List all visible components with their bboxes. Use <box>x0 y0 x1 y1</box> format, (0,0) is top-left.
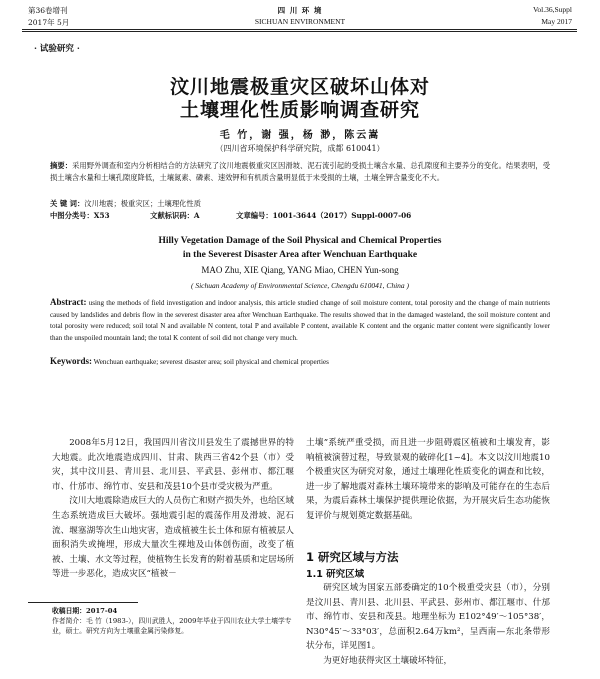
body-right-column <box>306 436 550 524</box>
authors-cn: 毛 竹，谢 强，杨 渺，陈云嵩 <box>219 130 381 141</box>
abstract-en <box>50 297 550 344</box>
body-right-para-3: 为更好地获得灾区土壤破坏特征， <box>323 655 453 666</box>
body-right-para-2: 研究区域为国家五部委确定的10个极重受灾县（市），分别是汶川县、青川县、北川县、平武县、彭州市、都江堰市、什邡市、绵竹市、安县和茂县。地理坐标为 E102°49′～105°38′，N30°45′～33°03′，总面积2.64万km²，呈西南—东北条带形状分布，详见图1。 <box>306 583 550 652</box>
classification-line <box>50 210 570 222</box>
keywords-en <box>50 356 550 369</box>
keywords-en-text: Wenchuan earthquake; severest disaster area; soil physical and chemical properties <box>93 358 329 366</box>
body-right-para-2-wrap <box>306 581 550 669</box>
abstract-cn-text: 采用野外调查和室内分析相结合的方法研究了汶川地震极重灾区因滑坡、泥石流引起的受损土壤含水量、总孔隙度和主要养分的变化。结果表明，受损土壤含水量和土壤孔隙度降低，土壤氮素、磷素、速效钾和有机质含量明显低于未受损的土壤，土壤全钾含量变化不大。 <box>50 161 550 182</box>
header-rule-2 <box>22 31 577 32</box>
title-en-line2: in the Severest Disaster Area after Wenchuan Earthquake <box>182 250 418 260</box>
body-left-para-1: 2008年5月12日，我国四川省汶川县发生了震撼世界的特大地震。此次地震造成四川、甘肃、陕西三省42个县（市）受灾，其中汶川县、青川县、北川县、平武县、彭州市、都江堰市、什邡市、绵竹市、安县和茂县10个县市受灾极为严重。 <box>52 438 294 492</box>
header-date: 2017年 5月 <box>28 18 70 27</box>
keywords-cn-label: 关 键 词： <box>50 199 85 208</box>
section-heading-1: 1 研究区域与方法 <box>306 550 399 564</box>
header-journal-en: SICHUAN ENVIRONMENT <box>254 17 346 26</box>
header-date-en: May 2017 <box>541 17 572 26</box>
title-cn-line1: 汶川地震极重灾区破坏山体对 <box>169 76 430 98</box>
title-cn-line2: 土壤理化性质影响调查研究 <box>179 99 420 121</box>
article-number: 文章编号：1001-3644（2017）Suppl-0007-06 <box>236 211 412 220</box>
header-volume-en: Vol.36,Suppl <box>532 5 572 14</box>
footnote-rule <box>28 602 138 603</box>
keywords-cn-text: 汶川地震；极重灾区；土壤理化性质 <box>84 199 202 208</box>
abstract-en-label: Abstract: <box>50 297 87 307</box>
header-volume: 第36卷增刊 <box>28 6 68 15</box>
header-journal-cn: 四 川 环 境 <box>277 6 323 15</box>
affiliation-en: ( Sichuan Academy of Environmental Science, Chengdu 610041, China ) <box>190 281 410 290</box>
clc-number: 中图分类号：X53 <box>50 211 110 220</box>
header-rule <box>22 29 577 30</box>
body-left-para-2: 汶川大地震除造成巨大的人员伤亡和财产损失外，也给区域生态系统造成巨大破坏。强地震引起的震荡作用及滑坡、泥石流、堰塞湖等次生山地灾害，造成植被生长土体和原有植被层人面积消失或掩埋，形成大量次生裸地及山体创伤面，改变了植被、土壤、水文等过程，使植物生长发育的附着基质和定居场所等进一步恶化，造成灾区“植被－ <box>52 496 294 580</box>
footnote <box>52 606 294 636</box>
abstract-en-text: using the methods of field investigation and indoor analysis, this article studied change of soil moisture content, total porosity and the change of main nutrients caused by landslides and debris flow in the severest disaster area after Wenchuan Earthquake. The results showed that in the damaged wasteland, the soil moisture content and total porosity were reduced; soil total N and available N content, total P and available P content, available K content and the organic matter content were significantly lower than the unspoiled mountain land; the total K content of soil did not change very much. <box>50 299 550 342</box>
keywords-cn <box>50 198 550 210</box>
keywords-en-label: Keywords: <box>50 356 92 366</box>
document-code: 文献标识码：A <box>150 211 200 220</box>
body-left-column <box>52 436 294 582</box>
abstract-cn-label: 摘要： <box>50 161 73 170</box>
authors-en: MAO Zhu, XIE Qiang, YANG Miao, CHEN Yun-song <box>201 265 399 275</box>
footnote-author-info: 作者简介：毛 竹（1983-），四川武胜人，2009年毕业于四川农业大学土壤学专业，硕士。研究方向为土壤重金属污染修复。 <box>52 617 292 635</box>
affiliation-cn: （四川省环境保护科学研究院，成都 610041） <box>215 144 385 153</box>
abstract-cn <box>50 160 550 183</box>
subsection-heading-1-1: 1.1 研究区域 <box>306 569 365 580</box>
body-right-para-1: 土壤”系统严重受损，而且进一步阻碍震区植被和土壤发育，影响植被演替过程，导致景观的破碎化[1~4]。本文以汶川地震10个极重灾区为研究对象，通过土壤理化性质变化的调查和比较，进一步了解地震对森林土壤环境带来的影响及可能存在的生态后果，为震后森林土壤保护提供理论依据，为开展灾后生态功能恢复评价与规划奠定数据基础。 <box>306 438 550 521</box>
section-tag: · 试验研究 · <box>34 44 80 54</box>
title-en-line1: Hilly Vegetation Damage of the Soil Physical and Chemical Properties <box>158 236 442 246</box>
footnote-received: 收稿日期：2017-04 <box>52 607 118 615</box>
